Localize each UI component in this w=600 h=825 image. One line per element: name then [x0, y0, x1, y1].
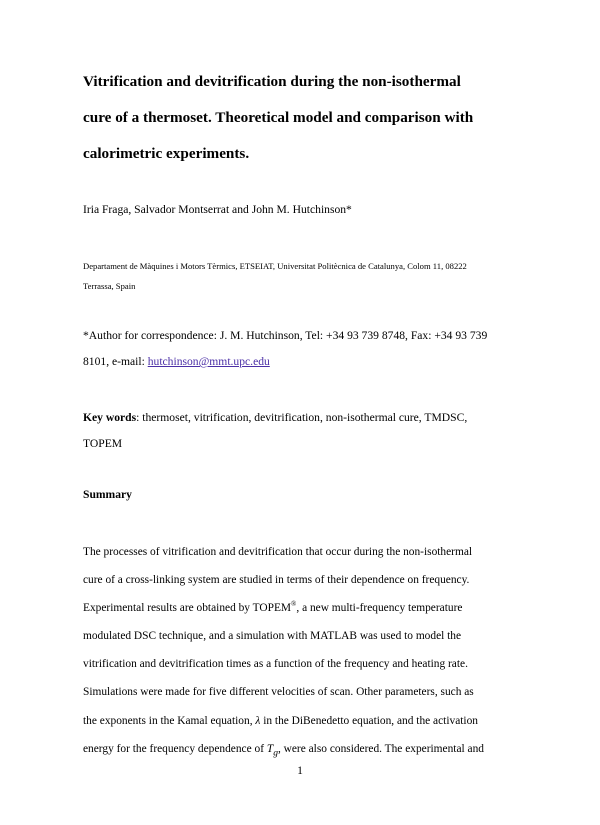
keywords-line-1	[83, 405, 523, 431]
summary-text: the exponents in the Kamal equation,	[83, 714, 256, 727]
summary-line: The processes of vitrification and devitrification that occur during the non-isothermal	[83, 546, 473, 558]
lambda-symbol: λ	[255, 714, 261, 727]
affiliation	[83, 256, 523, 296]
summary-line: modulated DSC technique, and a simulation with MATLAB was used to model the	[83, 630, 462, 643]
summary-line: cure of a cross-linking system are studied in terms of their dependence on frequency.	[83, 574, 470, 587]
title-line-1: Vitrification and devitrification during the non-isothermal	[83, 73, 461, 90]
keywords	[83, 405, 523, 457]
summary-text: , were also considered. The experimental and	[277, 742, 484, 755]
keywords-text: : thermoset, vitrification, devitrification, non-isothermal cure, TMDSC,	[136, 411, 468, 424]
summary-text: energy for the frequency dependence of	[83, 742, 267, 755]
email-prefix: 8101, e-mail:	[83, 355, 148, 368]
affiliation-line-1: Departament de Màquines i Motors Tèrmics, ETSEIAT, Universitat Politècnica de Catalunya, Colom 11, 08222	[83, 261, 467, 271]
summary-text: in the DiBenedetto equation, and the activation	[260, 714, 478, 727]
summary-line	[83, 735, 523, 767]
summary-text: , a new multi-frequency temperature	[296, 602, 463, 615]
affiliation-line-2: Terrassa, Spain	[83, 281, 136, 291]
summary-paragraph	[83, 538, 523, 767]
summary-line	[83, 594, 523, 622]
keywords-line-2: TOPEM	[83, 437, 123, 450]
correspondence	[83, 323, 523, 375]
summary-line: vitrification and devitrification times as a function of the frequency and heating rate.	[83, 658, 468, 671]
email-link[interactable]: hutchinson@mmt.upc.edu	[147, 355, 270, 368]
paper-title	[83, 64, 523, 172]
author-list: Iria Fraga, Salvador Montserrat and John M. Hutchinson*	[83, 203, 352, 216]
tg-symbol: T	[266, 742, 274, 755]
correspondence-line-2	[83, 349, 523, 375]
summary-line	[83, 707, 523, 735]
tg-subscript-text: g	[273, 747, 278, 758]
keywords-label: Key words	[83, 411, 137, 424]
page-number: 1	[297, 764, 303, 777]
summary-text: Experimental results are obtained by TOPEM	[83, 602, 292, 615]
title-line-2: cure of a thermoset. Theoretical model and comparison with	[83, 109, 474, 126]
registered-mark: ®	[291, 600, 297, 609]
title-line-3: calorimetric experiments.	[83, 145, 250, 162]
summary-heading: Summary	[83, 488, 132, 501]
correspondence-line-1: *Author for correspondence: J. M. Hutchinson, Tel: +34 93 739 8748, Fax: +34 93 739	[83, 329, 488, 342]
summary-line: Simulations were made for five different velocities of scan. Other parameters, such as	[83, 686, 474, 699]
